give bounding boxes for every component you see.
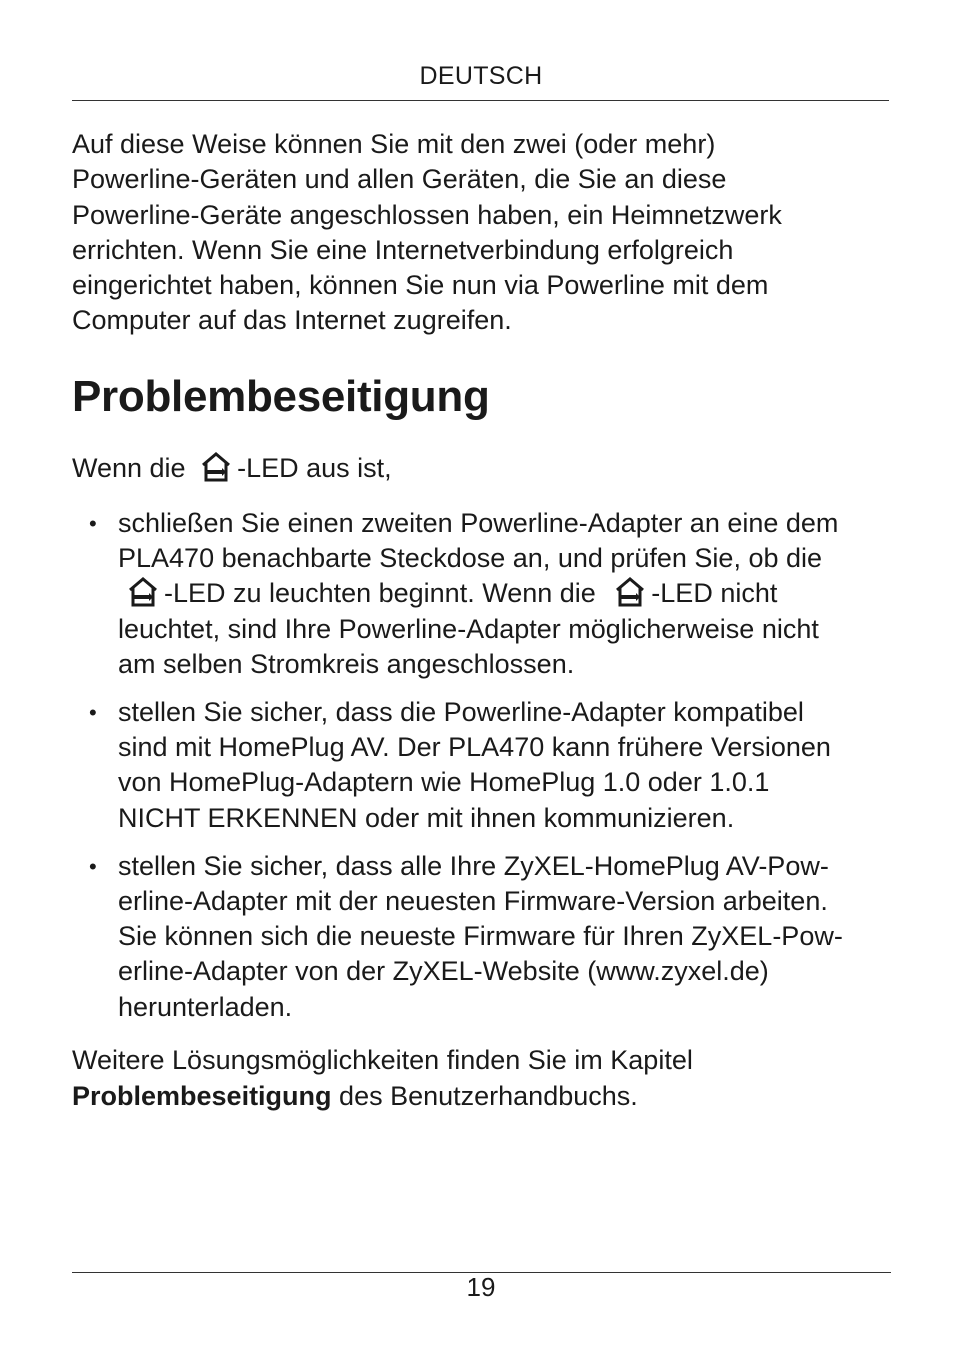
intro-line: Computer auf das Internet zugreifen.: [72, 305, 512, 336]
item-line: leuchtet, sind Ihre Powerline-Adapter möglicherweise nicht: [118, 613, 819, 644]
item-line: -LED nicht: [651, 578, 778, 609]
intro-line: Powerline-Geräte angeschlossen haben, ein Heimnetzwerk: [72, 199, 782, 230]
bullet-marker: •: [89, 511, 97, 536]
bullet-marker: •: [89, 700, 97, 726]
item-line: sind mit HomePlug AV. Der PLA470 kann frühere Versionen: [118, 732, 831, 763]
intro-line: eingerichtet haben, können Sie nun via Powerline mit dem: [72, 270, 769, 301]
home-powerline-led-icon: [126, 576, 160, 608]
troubleshooting-list: [72, 506, 902, 1038]
section-title: Problembeseitigung: [72, 372, 490, 421]
list-item: [72, 695, 902, 836]
closing-rest: des Benutzerhandbuchs.: [331, 1081, 638, 1111]
item-line: NICHT ERKENNEN oder mit ihnen kommunizieren.: [118, 802, 735, 833]
chapter-reference: Problembeseitigung: [72, 1081, 332, 1111]
item-line: -LED zu leuchten beginnt. Wenn die: [164, 578, 596, 609]
intro-line: Auf diese Weise können Sie mit den zwei (oder mehr): [72, 129, 716, 159]
item-line: herunterladen.: [118, 991, 293, 1022]
closing-line: Weitere Lösungsmöglichkeiten finden Sie im Kapitel: [72, 1045, 693, 1075]
item-line: stellen Sie sicher, dass die Powerline-Adapter kompatibel: [118, 697, 804, 728]
item-line: schließen Sie einen zweiten Powerline-Adapter an eine dem: [118, 508, 839, 538]
closing-paragraph: [72, 1042, 902, 1114]
lead-before: Wenn die: [72, 453, 186, 483]
intro-paragraph: [72, 127, 902, 339]
item-line: stellen Sie sicher, dass alle Ihre ZyXEL-HomePlug AV-Pow-: [118, 850, 829, 881]
intro-line: errichten. Wenn Sie eine Internetverbindung erfolgreich: [72, 234, 734, 265]
running-header: DEUTSCH: [419, 62, 543, 90]
bullet-marker: •: [89, 853, 97, 879]
item-line: erline-Adapter von der ZyXEL-Website (www.zyxel.de): [118, 956, 769, 987]
lead-after: -LED aus ist,: [237, 453, 392, 483]
item-line: PLA470 benachbarte Steckdose an, und prüfen Sie, ob die: [118, 543, 823, 574]
item-line: Sie können sich die neueste Firmware für Ihren ZyXEL-Pow-: [118, 921, 843, 952]
item-line: von HomePlug-Adaptern wie HomePlug 1.0 oder 1.0.1: [118, 767, 770, 798]
list-item: [72, 506, 902, 682]
lead-sentence: [72, 451, 392, 486]
header-divider: [72, 100, 889, 101]
intro-line: Powerline-Geräten und allen Geräten, die Sie an diese: [72, 164, 727, 195]
item-line: am selben Stromkreis angeschlossen.: [118, 648, 575, 679]
home-powerline-led-icon: [199, 451, 233, 483]
list-item: [72, 849, 902, 1025]
item-line: erline-Adapter mit der neuesten Firmware-Version arbeiten.: [118, 886, 828, 917]
home-powerline-led-icon: [613, 576, 647, 608]
page-number: 19: [466, 1272, 496, 1302]
